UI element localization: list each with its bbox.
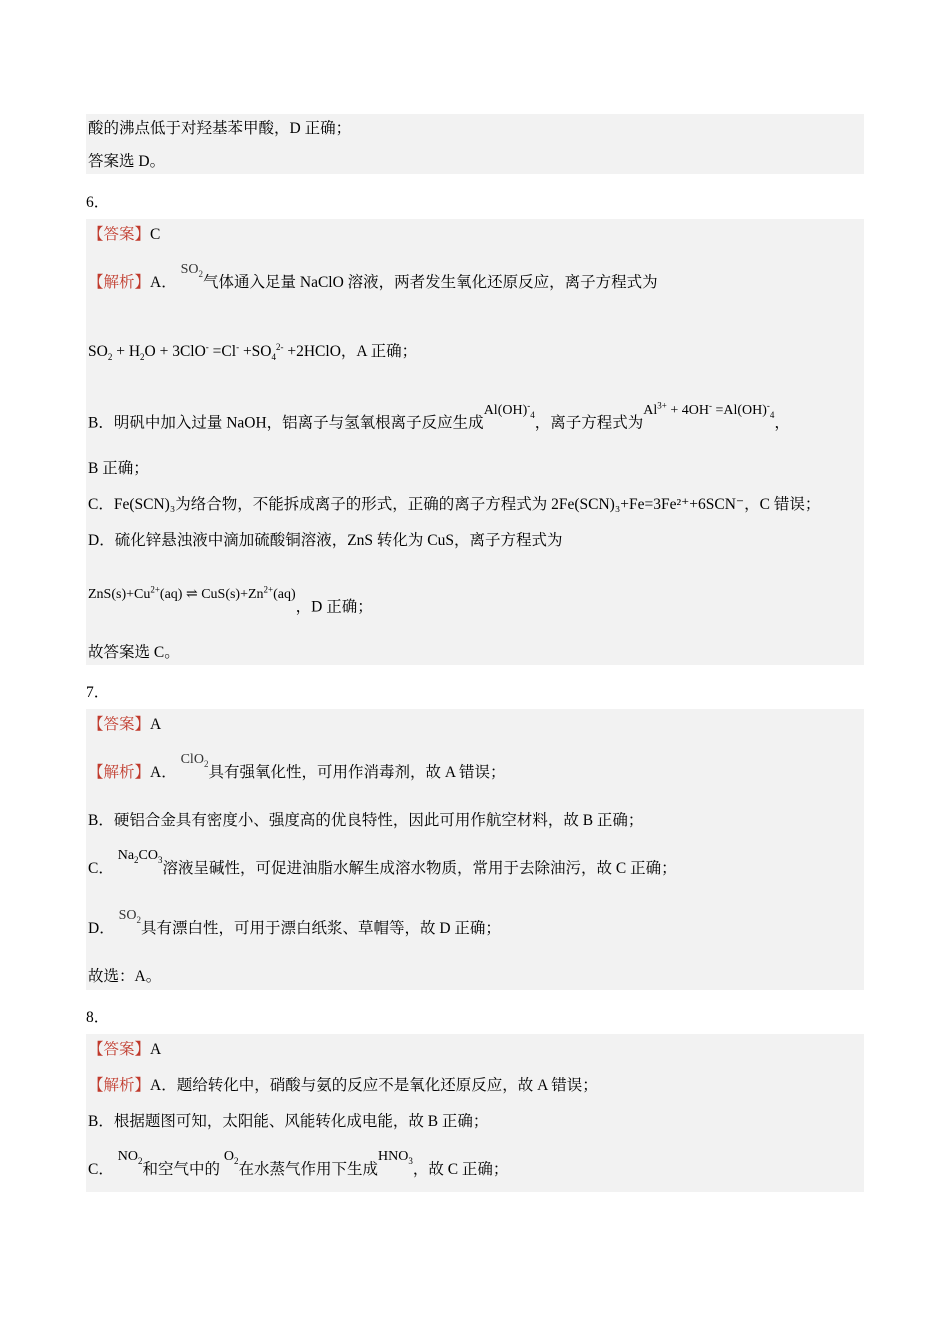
q8-c-line [88, 1149, 509, 1185]
q7-block [86, 709, 864, 990]
redox-equation: $SO_2 + H_2O + 3ClO^- =Cl^- +SO_4^{2-}$ +2HClO [88, 342, 341, 363]
q8-a-line [88, 1076, 598, 1096]
answer-tag: 【答案】 [88, 1041, 151, 1058]
q7-a-line [88, 752, 506, 788]
answer-tag: 【答案】 [88, 716, 151, 733]
o2-formula: $O_2$ [223, 1149, 239, 1166]
q6-answer-line [88, 225, 160, 245]
precipitation-equation: $ZnS(s)+Cu^{2+}(aq)$ ⇌ $CuS(s)+Zn^{2+}(aq)$ [88, 584, 296, 602]
option-prefix: A． [150, 274, 177, 291]
q5-line2: 答案选 D。 [88, 153, 166, 170]
option-prefix: C． [88, 860, 114, 877]
q6-b-line [88, 400, 790, 438]
aluminate-formula: $Al(OH)^-_4$ [483, 400, 535, 420]
clo2-formula: ClO$_2$ [180, 752, 209, 769]
q8-number: 8． [86, 1009, 110, 1026]
answer-tag: 【答案】 [88, 226, 151, 243]
so2-formula: $SO_2$ [180, 262, 203, 279]
q6-a-equation [88, 337, 417, 367]
q6-b-text3: ， [774, 414, 790, 432]
q7-a-text: 具有强氧化性，可用作消毒剂，故 A 错误； [208, 764, 506, 781]
q7-number: 7． [86, 684, 110, 701]
q6-a-suffix: ，A 正确； [340, 343, 418, 361]
option-prefix: A． [150, 764, 177, 781]
q8-b-line: B．根据题图可知，太阳能、风能转化成电能，故 B 正确； [88, 1113, 489, 1130]
q8-block [86, 1034, 864, 1192]
q7-c-text: 溶液呈碱性，可促进油脂水解生成溶水物质，常用于去除油污，故 C 正确； [162, 860, 677, 877]
q6-a-line [88, 262, 658, 298]
q6-number: 6． [86, 194, 110, 211]
so2-formula: $SO_2$ [118, 908, 141, 925]
q8-a-text: A．题给转化中，硝酸与氨的反应不是氧化还原反应，故 A 错误； [150, 1077, 598, 1094]
q6-a-text: 气体通入足量 NaClO 溶液，两者发生氧化还原反应，离子方程式为 [203, 274, 658, 291]
answer-value: A [150, 1041, 162, 1058]
q8-c-text3: ，故 C 正确； [412, 1161, 509, 1178]
q6-conclusion: 故答案选 C。 [88, 644, 180, 661]
q6-d-suffix: ，D 正确； [295, 598, 373, 616]
analysis-tag: 【解析】 [88, 274, 151, 291]
na2co3-formula: $Na_2CO_3$ [117, 848, 163, 865]
option-prefix: C． [88, 1161, 114, 1178]
q6-d-equation [88, 584, 373, 619]
answer-value: A [150, 716, 162, 733]
q6-b-line2: B 正确； [88, 460, 149, 477]
q6-d-line: D．硫化锌悬浊液中滴加硫酸铜溶液，ZnS 转化为 CuS，离子方程式为 [88, 532, 563, 549]
analysis-tag: 【解析】 [88, 764, 151, 781]
analysis-tag: 【解析】 [88, 1077, 151, 1094]
q8-c-text1: 和空气中的 [142, 1161, 220, 1178]
q7-d-text: 具有漂白性，可用于漂白纸浆、草帽等，故 D 正确； [140, 920, 501, 937]
q6-c-line: C．Fe(SCN)₃为络合物，不能拆成离子的形式，正确的离子方程式为 2Fe(SCN)₃+Fe=3Fe²⁺+6SCN⁻，C 错误； [88, 496, 821, 513]
no2-formula: $NO_2$ [117, 1149, 143, 1166]
q7-d-line [88, 908, 501, 944]
q6-block [86, 219, 864, 665]
hno3-formula: $HNO_3$ [377, 1149, 413, 1166]
q7-b-line: B．硬铝合金具有密度小、强度高的优良特性，因此可用作航空材料，故 B 正确； [88, 812, 644, 829]
q6-b-text2: ，离子方程式为 [534, 414, 644, 432]
option-prefix: D． [88, 920, 115, 937]
q8-answer-line [88, 1040, 161, 1060]
q6-b-text1: B．明矾中加入过量 NaOH，铝离子与氢氧根离子反应生成 [88, 414, 484, 432]
answer-value: C [150, 226, 161, 243]
q5-line1: 酸的沸点低于对羟基苯甲酸，D 正确； [88, 120, 352, 137]
q7-answer-line [88, 715, 161, 735]
aluminum-equation: $Al^{3+} + 4OH^- =Al(OH)^-_4$ [643, 400, 775, 420]
q7-c-line [88, 848, 677, 884]
q7-conclusion: 故选：A。 [88, 968, 162, 985]
q8-c-text2: 在水蒸气作用下生成 [238, 1161, 378, 1178]
q5-tail-block [86, 114, 864, 174]
